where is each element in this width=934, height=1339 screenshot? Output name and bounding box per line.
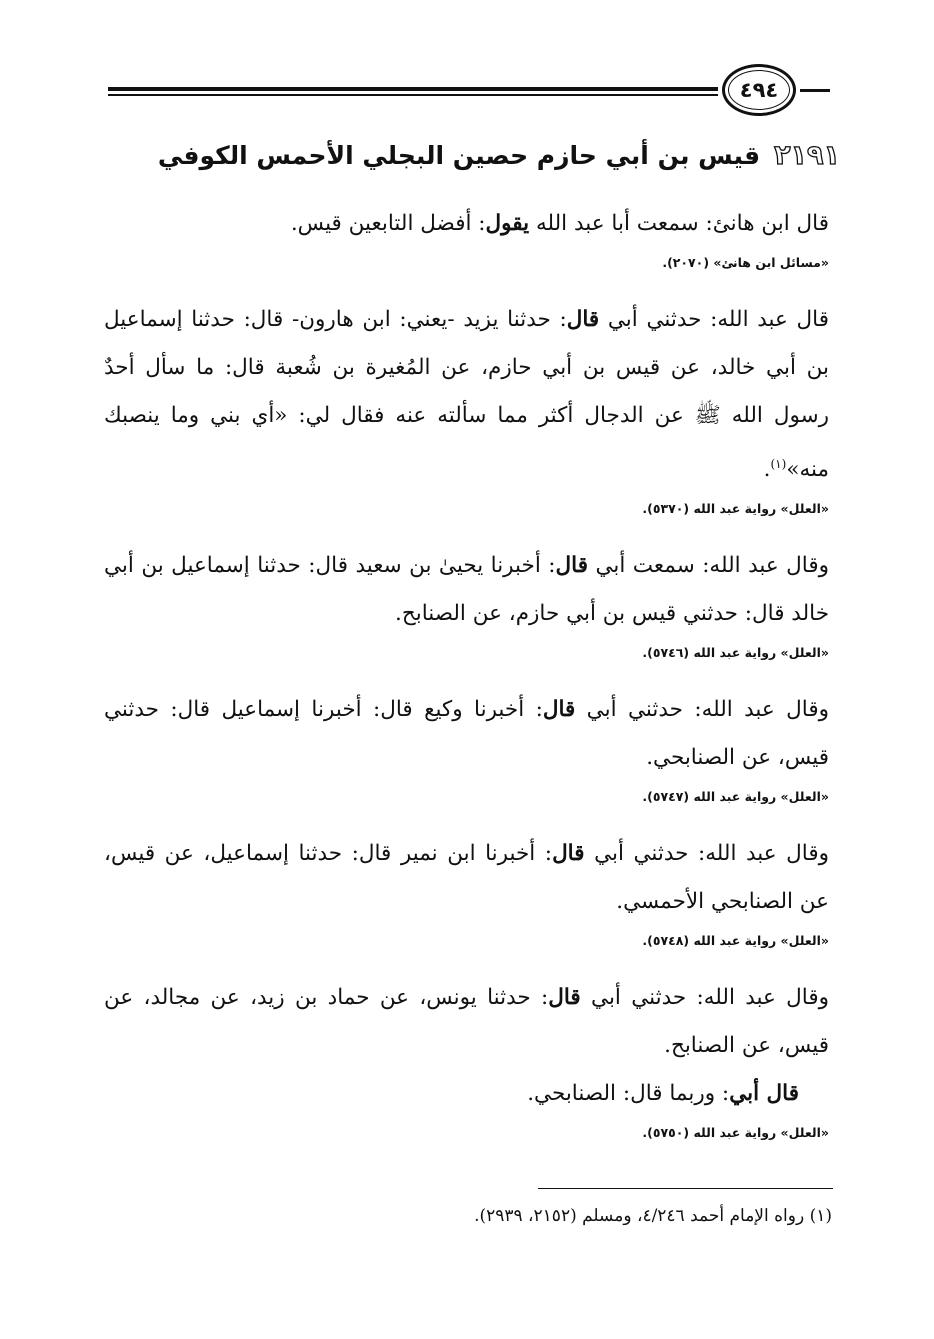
source-citation: «العلل» رواية عبد الله (٥٧٤٧). [642,789,829,805]
narration-block [104,974,829,1144]
entry-heading [150,140,840,171]
bold-text: قال [542,697,576,723]
narration-block [104,686,829,808]
narration-paragraph [104,686,829,782]
text-run: قال عبد الله: حدثني أبي [599,307,830,332]
text-run: وقال عبد الله: حدثني أبي [575,697,829,723]
narration-block [104,542,829,664]
text-run: وقال عبد الله: حدثني أبي [584,841,829,867]
bold-text: قال [552,841,585,867]
header-rule [108,87,718,91]
narration-paragraph [104,1070,829,1118]
header-rule-right [800,89,830,92]
footnote-marker: (١) [770,457,787,471]
source-citation: «العلل» رواية عبد الله (٥٣٧٠). [642,501,829,517]
text-run: : حدثنا يزيد -يعني: ابن هارون- قال: حدثنا إسماعيل بن أبي خالد، عن قيس بن أبي حازم، عن المُغيرة بن شُعبة قال: ما سأل أحدٌ رسول الله ﷺ عن الدجال أكثر مما سألته عنه فقال لي: «أي بني وما ينصبك منه» [104,307,829,483]
text-run: : أفضل التابعين قيس. [290,211,486,236]
narration-block [104,200,829,274]
page-header [0,58,934,128]
header-rule-thin [108,94,718,96]
text-run: : أخبرنا ابن نمير قال: حدثنا إسماعيل، عن قيس، عن الصنابحي الأحمسي. [104,841,829,915]
bold-text: يقول [485,211,530,236]
narration-paragraph [104,830,829,926]
bold-text: قال [555,553,588,579]
narration-block [104,296,829,520]
text-run: : حدثنا يونس، عن حماد بن زيد، عن مجالد، عن قيس، عن الصنابح. [104,985,829,1059]
source-citation: «العلل» رواية عبد الله (٥٧٥٠). [642,1125,829,1141]
text-run: . [763,457,771,483]
narration-paragraph [104,200,829,248]
bold-text: قال أبي [729,1081,799,1107]
text-run: وقال عبد الله: حدثني أبي [580,985,829,1011]
narration-paragraph [104,296,829,494]
footnote-separator [538,1188,833,1189]
footnote: (١) رواه الإمام أحمد ٤/٢٤٦، ومسلم (٢١٥٢، ٢٩٣٩). [474,1206,832,1226]
text-run: : أخبرنا يحيىٰ بن سعيد قال: حدثنا إسماعيل بن أبي خالد قال: حدثني قيس بن أبي حازم، عن الصنابح. [104,553,829,627]
narration-paragraph [104,542,829,638]
source-citation: «العلل» رواية عبد الله (٥٧٤٦). [642,645,829,661]
text-run: : أخبرنا وكيع قال: أخبرنا إسماعيل قال: حدثني قيس، عن الصنابحي. [104,697,829,771]
text-run: : وربما قال: الصنابحي. [527,1081,730,1107]
page-number: ٤٩٤ [722,64,796,116]
bold-text: قال [548,985,581,1011]
bold-text: قال [566,307,600,332]
narration-paragraph [104,974,829,1070]
entry-number: ٢١٩١ [774,140,840,171]
text-run: قال ابن هانئ: سمعت أبا عبد الله [529,211,829,236]
text-run: وقال عبد الله: سمعت أبي [587,553,829,579]
narration-block [104,830,829,952]
source-citation: «مسائل ابن هانئ» (٢٠٧٠). [662,255,829,270]
page-body [104,200,829,1166]
entry-title: قيس بن أبي حازم حصين البجلي الأحمس الكوفي [157,141,761,170]
source-citation: «العلل» رواية عبد الله (٥٧٤٨). [642,933,829,949]
